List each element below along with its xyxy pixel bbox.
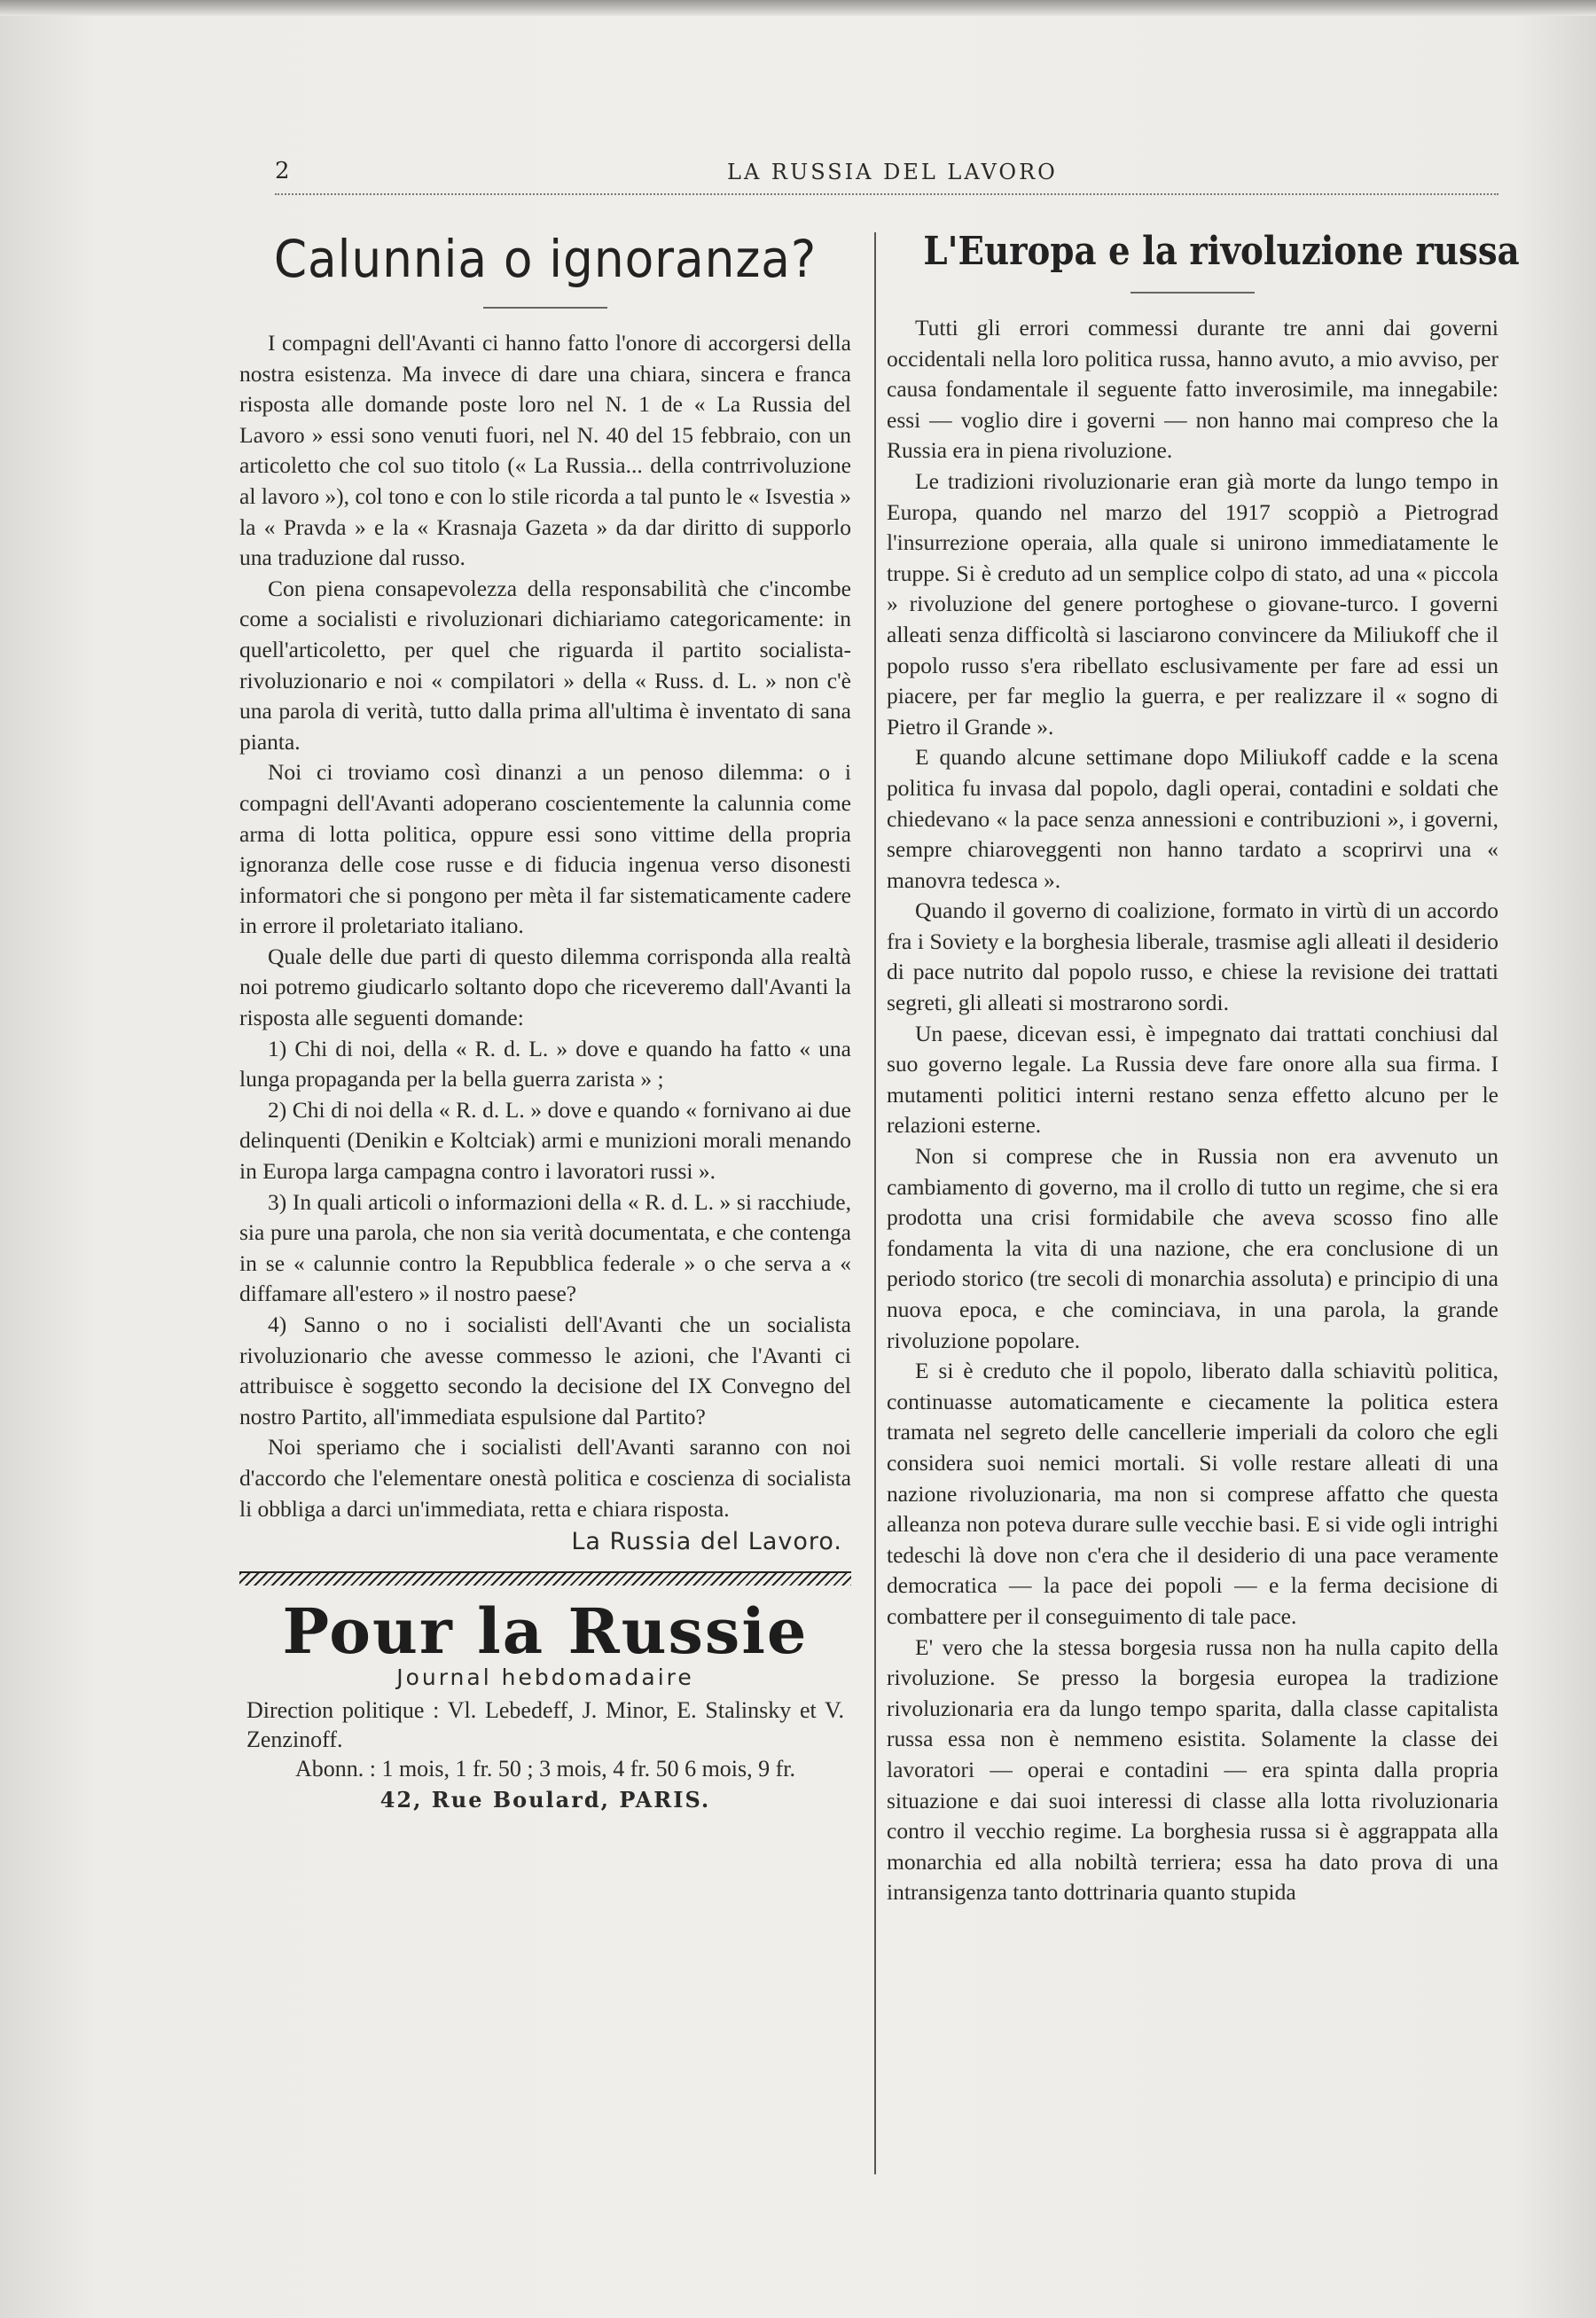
left-paragraph: Noi speriamo che i socialisti dell'Avanti saranno con noi d'accordo che l'elementare onestà politica e coscienza di socialista li obbliga a darci un'immediata, retta e chiara risposta. bbox=[239, 1434, 851, 1522]
ad-direction: Direction politique : Vl. Lebedeff, J. Minor, E. Stalinsky et V. Zenzinoff. bbox=[246, 1697, 844, 1753]
right-column bbox=[887, 229, 1520, 1908]
left-paragraph: Quale delle due parti di questo dilemma corrisponda alla realtà noi potremo giudicarlo soltanto dopo che riceveremo dall'Avanti la risposta alle seguenti domande: bbox=[239, 943, 851, 1031]
left-question: 2) Chi di noi della « R. d. L. » dove e quando « fornivano ai due delinquenti (Denikin e Koltciak) armi e munizioni morali menando in Europa larga campagna contro i lavoratori russi ». bbox=[239, 1096, 851, 1185]
left-paragraph: I compagni dell'Avanti ci hanno fatto l'onore di accorgersi della nostra esistenza. Ma invece di dare una chiara, sincera e franca risposta alle domande poste loro nel N. 1 de « La Russia del Lavoro » essi sono venuti fuori, nel N. 40 del 15 febbraio, con un articoletto che col suo titolo (« La Russia... della contrrivoluzione al lavoro »), col tono e con lo stile ricorda a tal punto le « Isvestia » la « Pravda » e la « Krasnaja Gazeta » da dar diritto di supporlo una traduzione dal russo. bbox=[239, 330, 851, 571]
right-paragraph: Non si comprese che in Russia non era avvenuto un cambiamento di governo, ma il crollo di tutto un regime, che si era prodotta una crisi formidabile che aveva scosso fino alle fondamenta la vita di una nazione, che era conclusione di un periodo storico (tre secoli di monarchia assoluta) e principio di una nuova epoca, e che cominciava, in una parola, la grande rivoluzione popolare. bbox=[887, 1143, 1498, 1353]
right-article-title: L'Europa e la rivoluzione russa bbox=[923, 229, 1520, 274]
column-divider bbox=[874, 232, 876, 2174]
ad-title: Pour la Russie bbox=[282, 1594, 809, 1669]
left-question: 1) Chi di noi, della « R. d. L. » dove e quando ha fatto « una lunga propaganda per la bella guerra zarista » ; bbox=[239, 1035, 851, 1092]
right-paragraph: E si è creduto che il popolo, liberato dalla schiavitù politica, continuasse automaticamente e ciecamente la politica estera tramata nel segreto delle cancellerie imperiali da coloro che egli considera suoi nemici mortali. Si volle restare alleati di una nazione rivoluzionaria, ma non si comprese affatto che questa alleanza non poteva durare sulle vecchie basi. E si vide ogli intrighi tedeschi là dove non c'era che il desiderio di una pace veramente democratica — la pace dei popoli — e la ferma decisione di combattere per il conseguimento di tale pace. bbox=[887, 1358, 1498, 1629]
right-paragraph: Le tradizioni rivoluzionarie eran già morte da lungo tempo in Europa, quando nel marzo del 1917 scoppiò a Pietrograd l'insurrezione operaia, alla quale si unirono immediatamente le truppe. Si è creduto ad un semplice colpo di stato, ad una « piccola » rivoluzione del genere portoghese o giovane-turco. I governi alleati senza difficoltà si lasciarono convincere da Miliukoff che il popolo russo s'era ribellato esclusivamente per fare ad essi un piacere, per far meglio la guerra, e per realizzare il « sogno di Pietro il Grande ». bbox=[887, 467, 1498, 740]
ad-subtitle: Journal hebdomadaire bbox=[396, 1664, 694, 1691]
page-top-edge bbox=[0, 0, 1596, 16]
running-title: LA RUSSIA DEL LAVORO bbox=[727, 160, 1058, 184]
left-question: 3) In quali articoli o informazioni della « R. d. L. » si racchiude, sia pure una parola, che non sia verità documentata, e che contenga in se « calunnie contro la Repubblica federale » o che serva a « diffamare all'estero » il nostro paese? bbox=[239, 1188, 851, 1307]
title-rule bbox=[1130, 292, 1255, 294]
ad-address: 42, Rue Boulard, PARIS. bbox=[379, 1787, 711, 1813]
left-question: 4) Sanno o no i socialisti dell'Avanti che un socialista rivoluzionario che avesse commesso le azioni, che l'Avanti ci attribuisce è soggetto secondo la decisione del IX Convegno del nostro Partito, all'immediata espulsione dal Partito? bbox=[239, 1312, 851, 1429]
advertisement-box bbox=[239, 1594, 851, 1813]
page-header bbox=[275, 158, 1498, 195]
right-paragraph: E quando alcune settimane dopo Miliukoff cadde e la scena politica fu invasa dal popolo, dagli operai, contadini e soldati che chiedevano « la pace senza annessioni e contribuzioni », i governi, sempre chiaroveggenti non hanno tardato a scoprirvi una « manovra tedesca ». bbox=[887, 744, 1498, 893]
left-article-title: Calunnia o ignoranza? bbox=[273, 229, 818, 289]
right-paragraph: Un paese, dicevan essi, è impegnato dai trattati conchiusi dal suo governo legale. La Russia deve fare onore alla sua firma. I mutamenti politici interni restano senza effetto alcuno per le relazioni esterne. bbox=[887, 1020, 1498, 1139]
article-signature: La Russia del Lavoro. bbox=[571, 1528, 842, 1556]
right-paragraph: Tutti gli errori commessi durante tre anni dai governi occidentali nella loro politica russa, hanno avuto, a mio avviso, per causa fondamentale il seguente fatto inverosimile, ma innegabile: essi — voglio dire i governi — non hanno mai compreso che la Russia era in piena rivoluzione. bbox=[887, 315, 1498, 464]
right-paragraph: Quando il governo di coalizione, formato in virtù di un accordo fra i Soviety e la borghesia liberale, trasmise agli alleati il desiderio di pace nutrito dal popolo russo, e chiese la revisione dei trattati segreti, gli alleati si mostrarono sordi. bbox=[887, 897, 1498, 1016]
title-rule bbox=[483, 307, 607, 309]
left-column bbox=[239, 229, 851, 1813]
right-paragraph: E' vero che la stessa borgesia russa non ha nulla capito della rivoluzione. Se presso la borgesia europea la tradizione rivoluzionaria era da lungo tempo sparita, dalla classe capitalista russa essa non è nemmeno esistita. Solamente la classe dei lavoratori — operai e contadini — era spinta dalla propria situazione e dai suoi interessi di classe alla lotta rivoluzionaria contro il vecchio regime. La borghesia russa si è aggrappata alla monarchia ed alla nobiltà terriera; essa ha dato prova di una intransigenza tanto dottrinaria quanto stupida bbox=[887, 1633, 1498, 1906]
left-paragraph: Con piena consapevolezza della responsabilità che c'incombe come a socialisti e rivoluzionari dichiariamo categoricamente: in quell'articoletto, per quel che riguarda il partito socialista-rivoluzionario e noi « compilatori » della « Russ. d. L. » non c'è una parola di verità, tutto dalla prima all'ultima è inventato di sana pianta. bbox=[239, 575, 851, 755]
left-paragraph: Noi ci troviamo così dinanzi a un penoso dilemma: o i compagni dell'Avanti adoperano coscientemente la calunnia come arma di lotta politica, oppure essi sono vittime della propria ignoranza delle cose russe e di fiducia ingenua verso disonesti informatori che si pongono per mèta il far sistematicamente cadere in errore il proletariato italiano. bbox=[239, 759, 851, 939]
ad-subscription: Abonn. : 1 mois, 1 fr. 50 ; 3 mois, 4 fr. 50 6 mois, 9 fr. bbox=[294, 1756, 796, 1782]
page-number: 2 bbox=[275, 158, 290, 184]
decorative-rule bbox=[239, 1571, 851, 1586]
